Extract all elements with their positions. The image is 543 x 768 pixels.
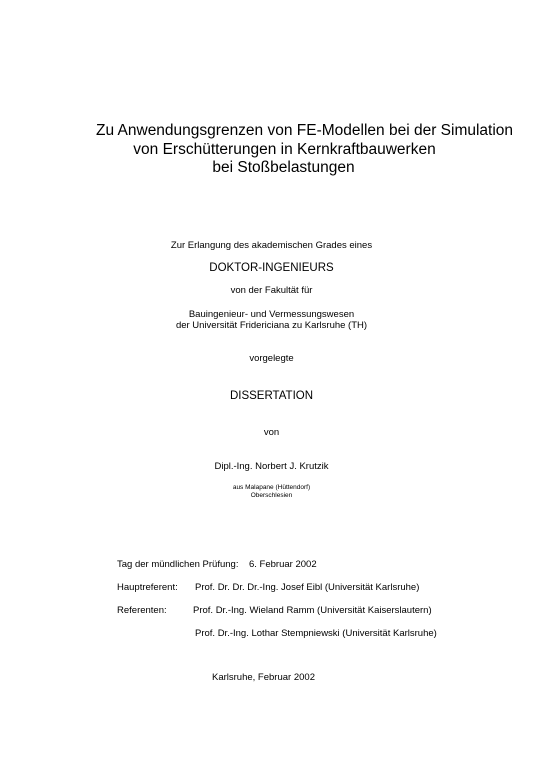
- place-date: Karlsruhe, Februar 2002: [212, 672, 315, 683]
- degree-title: DOKTOR-INGENIEURS: [209, 262, 334, 274]
- author-name: Dipl.-Ing. Norbert J. Krutzik: [214, 461, 329, 472]
- document-type: DISSERTATION: [229, 390, 314, 402]
- by-label: von: [263, 427, 280, 438]
- exam-date-label: Tag der mündlichen Prüfung:: [117, 559, 239, 570]
- main-referee: Prof. Dr. Dr. Dr.-Ing. Josef Eibl (Universität Karlsruhe): [195, 582, 420, 593]
- submitted-label: vorgelegte: [249, 353, 294, 364]
- referee-2: Prof. Dr.-Ing. Lothar Stempniewski (Universität Karlsruhe): [195, 628, 437, 639]
- main-referee-label: Hauptreferent:: [117, 582, 178, 593]
- title-line-1: Zu Anwendungsgrenzen von FE-Modellen bei der Simulation: [96, 122, 514, 139]
- title-line-3: bei Stoßbelastungen: [212, 159, 355, 176]
- exam-date-value: 6. Februar 2002: [249, 559, 317, 570]
- title-line-2: von Erschütterungen in Kernkraftbauwerken: [133, 141, 436, 158]
- author-origin-line-2: Oberschlesien: [250, 492, 293, 499]
- author-origin-line-1: aus Malapane (Hüttendorf): [232, 484, 311, 491]
- referees-label: Referenten:: [117, 605, 167, 616]
- university-name: der Universität Fridericiana zu Karlsruhe (TH): [175, 320, 368, 331]
- purpose-line: Zur Erlangung des akademischen Grades eines: [170, 240, 373, 251]
- faculty-intro: von der Fakultät für: [230, 285, 313, 296]
- faculty-name: Bauingenieur- und Vermessungswesen: [188, 309, 355, 320]
- referee-1: Prof. Dr.-Ing. Wieland Ramm (Universität Kaiserslautern): [193, 605, 432, 616]
